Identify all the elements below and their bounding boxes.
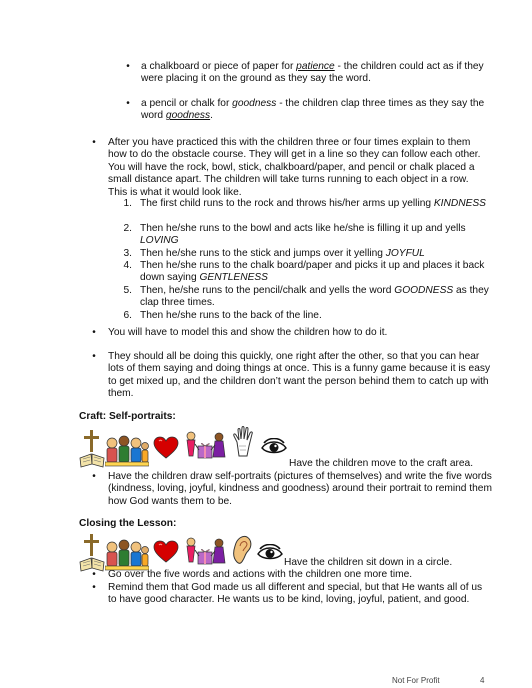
bullet-dot: • bbox=[92, 569, 96, 580]
step-number: 1. bbox=[123, 198, 132, 209]
children-group-icon bbox=[105, 434, 149, 468]
children-group-icon bbox=[105, 538, 149, 572]
sub-bullet-patience bbox=[141, 61, 493, 86]
step-item bbox=[118, 285, 488, 310]
bullet-course: After you have practiced this with the children three or four times explain to them how to do the obstacle course. They will get in a line so they can follow each other. You will have the rock, bowl, stick, chalkboard/paper, and pencil or chalk placed a small distance apart. The children will take turns running to each object in a row. This is what it would look like. bbox=[108, 137, 481, 198]
bullet-quick: They should all be doing this quickly, one right after the other, so that you can hear lots of them saying and doing things at once. This is a funny game because it is easy to get mixed up, and the children don’t want the person behind them to catch up with them. bbox=[108, 351, 491, 400]
step-keyword: GOODNESS bbox=[394, 285, 454, 296]
step-number: 4. bbox=[123, 260, 132, 271]
closing-icon-caption: Have the children sit down in a circle. bbox=[284, 557, 453, 568]
emphasis-word: patience bbox=[296, 61, 335, 72]
step-keyword: JOYFUL bbox=[385, 248, 425, 259]
step-keyword: GENTLENESS bbox=[199, 272, 268, 284]
eye-icon bbox=[257, 544, 283, 562]
bullet-dot: • bbox=[92, 471, 96, 482]
footer-text: Not For Profit bbox=[392, 676, 440, 685]
heart-icon bbox=[153, 540, 179, 564]
closing-icon-row bbox=[79, 530, 499, 574]
bullet-dot: • bbox=[126, 98, 130, 109]
closing-heading: Closing the Lesson: bbox=[79, 518, 177, 529]
sub-bullet-text: a chalkboard or piece of paper for bbox=[141, 61, 297, 72]
step-item bbox=[118, 198, 488, 223]
bible-icon bbox=[79, 428, 105, 468]
step-text: Then he/she runs to the chalk board/paper and picks it up and places it back down saying bbox=[140, 260, 485, 284]
bullet-dot: • bbox=[126, 61, 130, 72]
bible-icon bbox=[79, 532, 105, 572]
step-text: Then he/she runs to the back of the line. bbox=[140, 310, 322, 321]
steps-list bbox=[118, 198, 488, 322]
sub-bullet-goodness bbox=[141, 98, 493, 123]
step-item bbox=[118, 248, 488, 260]
step-keyword: KINDNESS bbox=[433, 198, 486, 209]
sub-bullet-text: . bbox=[210, 110, 213, 122]
step-number: 2. bbox=[123, 223, 132, 234]
bullet-dot: • bbox=[92, 351, 96, 362]
step-text: Then, he/she runs to the pencil/chalk and yells the word bbox=[140, 285, 395, 296]
step-text: Then he/she runs to the bowl and acts like he/she is filling it up and yells bbox=[140, 223, 466, 234]
step-number: 6. bbox=[123, 310, 132, 321]
emphasis-word: goodness bbox=[165, 110, 211, 122]
craft-bullet: Have the children draw self-portraits (pictures of themselves) and write the five words (kindness, loving, joyful, kindness and goodness) around their portrait to remind them how God wants them to be. bbox=[108, 471, 492, 507]
bullet-dot: • bbox=[92, 327, 96, 338]
step-keyword: LOVING bbox=[140, 235, 179, 247]
step-text: The first child runs to the rock and throws his/her arms up yelling bbox=[140, 198, 434, 209]
craft-icon-caption: Have the children move to the craft area. bbox=[289, 458, 474, 469]
sub-bullet-text: a pencil or chalk for bbox=[141, 98, 233, 109]
step-number: 5. bbox=[123, 285, 132, 296]
bullet-dot: • bbox=[92, 137, 96, 148]
emphasis-word: goodness bbox=[232, 98, 277, 109]
step-item bbox=[118, 260, 488, 285]
eye-icon bbox=[261, 438, 287, 456]
step-text: Then he/she runs to the stick and jumps over it yelling bbox=[140, 248, 386, 259]
step-item bbox=[118, 223, 488, 248]
page-number: 4 bbox=[480, 676, 485, 685]
hands-present-icon bbox=[183, 536, 229, 572]
closing-bullet: Go over the five words and actions with the children one more time. bbox=[108, 569, 413, 580]
step-text: as they clap three times. bbox=[140, 285, 489, 309]
craft-heading: Craft: Self-portraits: bbox=[79, 411, 176, 422]
bullet-dot: • bbox=[92, 582, 96, 593]
bullet-model: You will have to model this and show the children how to do it. bbox=[108, 327, 388, 338]
step-number: 3. bbox=[123, 248, 132, 259]
craft-icon-row bbox=[79, 426, 499, 470]
sub-bullet-text: - the children could act as if they were placing it on the ground as they say the word. bbox=[141, 61, 484, 85]
closing-bullet: Remind them that God made us all different and special, but that He wants all of us to have good character. He wants us to be kind, loving, joyful, patient, and good. bbox=[108, 582, 483, 606]
step-item bbox=[118, 310, 488, 322]
heart-icon bbox=[153, 436, 179, 460]
hand-icon bbox=[231, 426, 257, 458]
hands-present-icon bbox=[183, 430, 229, 466]
ear-icon bbox=[231, 534, 253, 566]
sub-bullet-text: - the children clap three times as they say the word bbox=[141, 98, 485, 122]
